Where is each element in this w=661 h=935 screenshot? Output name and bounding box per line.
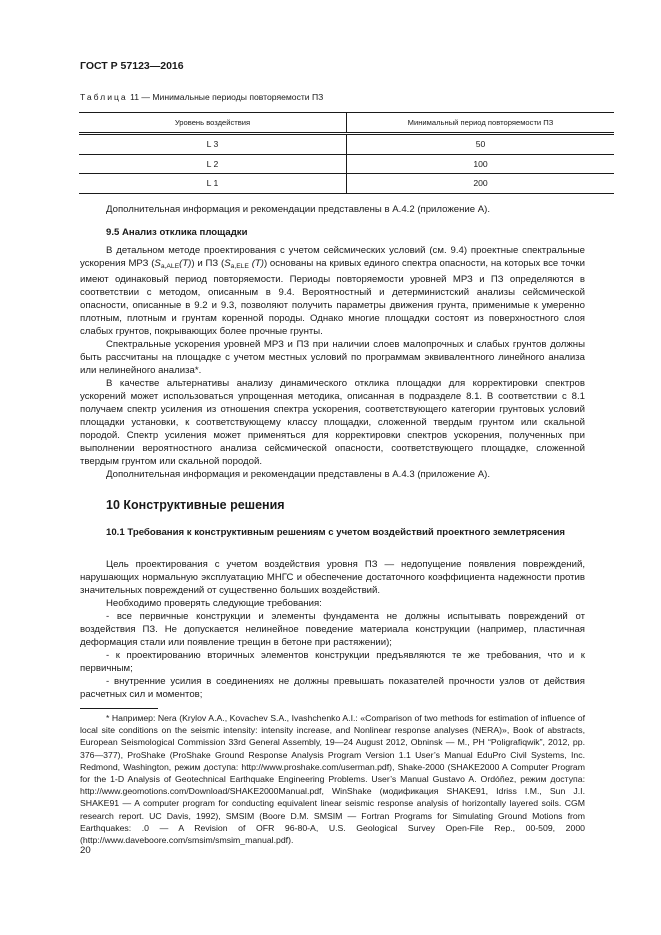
subscript: a,ELE	[230, 263, 249, 270]
page-number: 20	[80, 845, 91, 856]
table-cell: 200	[347, 174, 615, 194]
text-run: В детальном методе проектирования с учетом сейсмических условий (см. 9.4) проектные спектральные ускорения МРЗ (	[80, 245, 585, 269]
list-item: - к проектированию вторичных элементов конструкции предъявляются те же требования, что и к первичным;	[80, 650, 585, 674]
footnote-text: * Например: Nera (Krylov A.A., Kovachev S.A., Ivashchenko A.I.: «Comparison of two methods for estimation of influence of local site conditions on the seismic intensity: intensity increase, and Nonlinear response analyses (NERA)», Book of abstracts, European Seismological Commission 33rd General Assembly, 19—24 August 2012, Obninsk — M., PH “Poligrafiqwik”, 2012, pp. 376—377), ProShake (ProShake Ground Response Analysis Program Version 1.1 User’s Manual EduPro Civil Systems, Inc. Redmond, Washington, режим доступа: http://www.proshake.com/userman.pdf), Shake-2000 (SHAKE2000 A Computer Program for the 1-D Analysis of Geotechnical Earthquake Engineering Problems. User’s Manual Gustavo A. Ordóñez, режим доступа: http://www.geomotions.com/Download/SHAKE2000Manual.pdf, WinShake (модификация SHAKE91, Idriss I.M., Sun J.I. SHAKE91 — A computer program for conducting equivalent linear seismic response analysis of horizontally layered soils. CGM research report. UC Davis, 1992), SMSIM (Boore D.M. SMSIM — Fortran Programs for Simulating Ground Motions from Earthquakes: .0 — A Revision of OFR 96-80-A, U.S. Geological Survey Open-File Rep., 00-509, 2000 (http://www.daveboore.com/smsim/smsim_manual.pdf).	[80, 713, 585, 846]
symbol: (T)	[248, 258, 264, 269]
table-caption-label: Таблица	[80, 92, 128, 102]
section-10-body	[80, 558, 585, 701]
paragraph	[80, 244, 585, 338]
table-caption-text: 11 — Минимальные периоды повторяемости ПЗ	[127, 92, 324, 102]
table-row	[79, 134, 614, 155]
paragraph: Спектральные ускорения уровней МРЗ и ПЗ при наличии слоев малопрочных и слабых грунтов должны быть рассчитаны на площадке с учетом местных условий по программам эквивалентного линейного анализа или нелинейного анализа*.	[80, 339, 585, 376]
symbol: S	[224, 258, 231, 269]
table-cell: L 2	[79, 154, 347, 174]
section-9-5-body	[80, 244, 585, 481]
table-cell: 50	[347, 134, 615, 155]
table-caption	[80, 92, 323, 102]
paragraph: В качестве альтернативы анализу динамического отклика площадки для корректировки спектров ускорений может использоваться упрощенная методика, описанная в подразделе 8.1. В соответствии с 8.1 получаем спектр усиления из отношения спектра ускорения, соответствующего категории грунтовых условий площадки установки, к соответствующему классу площадки, сложенной твердым грунтом или скальной породой. Спектр усиления может применяться для корректировки спектров ускорения, полученных при выполнении вероятностного анализа сейсмической опасности, соответствующего площадке, сложенной твердым грунтом или скальной породой.	[80, 378, 585, 467]
symbol: (T)	[179, 258, 192, 269]
column-header: Уровень воздействия	[79, 113, 347, 134]
table-header-row	[79, 113, 614, 134]
footnote-separator	[80, 708, 158, 709]
symbol: S	[154, 258, 161, 269]
section-heading-9-5: 9.5 Анализ отклика площадки	[106, 227, 248, 238]
table-row	[79, 154, 614, 174]
table-cell: L 3	[79, 134, 347, 155]
text-run: ) и ПЗ (	[191, 258, 225, 269]
table-row	[79, 174, 614, 194]
table-cell: 100	[347, 154, 615, 174]
column-header: Минимальный период повторяемости ПЗ	[347, 113, 615, 134]
section-heading-10-1: 10.1 Требования к конструктивным решениям с учетом воздействий проектного землетрясения	[106, 527, 565, 538]
paragraph: Дополнительная информация и рекомендации представлены в А.4.2 (приложение А).	[106, 204, 491, 215]
text-run: ) основаны на кривых единого спектра опасности, на которых все точки имеют одинаковый период повторяемости. Периоды повторяемости уровней МРЗ и ПЗ определяются в соответствии с методом, описанным в 9.4. Вероятностный и детерминистский анализы сейсмической опасности, описанные в 9.2 и 9.3, позволяют получить параметры движения грунта, применимые к умеренно плотным, плотным и грунтам коренной породы. Однако многие площадки состоят из поверхностного слоя слабых грунтов, покрывающих более прочные грунты.	[80, 258, 585, 337]
table-cell: L 1	[79, 174, 347, 194]
section-heading-10: 10 Конструктивные решения	[106, 498, 285, 512]
return-period-table	[79, 112, 614, 194]
list-item: - внутренние усилия в соединениях не должны превышать показателей прочности узлов от действия расчетных сил и моментов;	[80, 676, 585, 700]
paragraph-block	[80, 203, 585, 216]
list-item: - все первичные конструкции и элементы фундамента не должны испытывать повреждений от воздействия ПЗ. Не допускается нелинейное поведение материала конструкции (например, пластичная деформация стали или появление трещин в бетоне при растяжении);	[80, 611, 585, 648]
document-header: ГОСТ Р 57123—2016	[80, 60, 184, 72]
subscript: a,ALE	[160, 263, 180, 270]
paragraph: Цель проектирования с учетом воздействия уровня ПЗ — недопущение появления повреждений, нарушающих нормальную эксплуатацию МНГС и обеспечение достаточного коэффициента надежности против значительных повреждений от существенно больших воздействий.	[80, 559, 585, 596]
paragraph: Дополнительная информация и рекомендации представлены в А.4.3 (приложение А).	[106, 469, 491, 480]
footnote	[80, 712, 585, 846]
paragraph: Необходимо проверять следующие требования:	[106, 598, 322, 609]
